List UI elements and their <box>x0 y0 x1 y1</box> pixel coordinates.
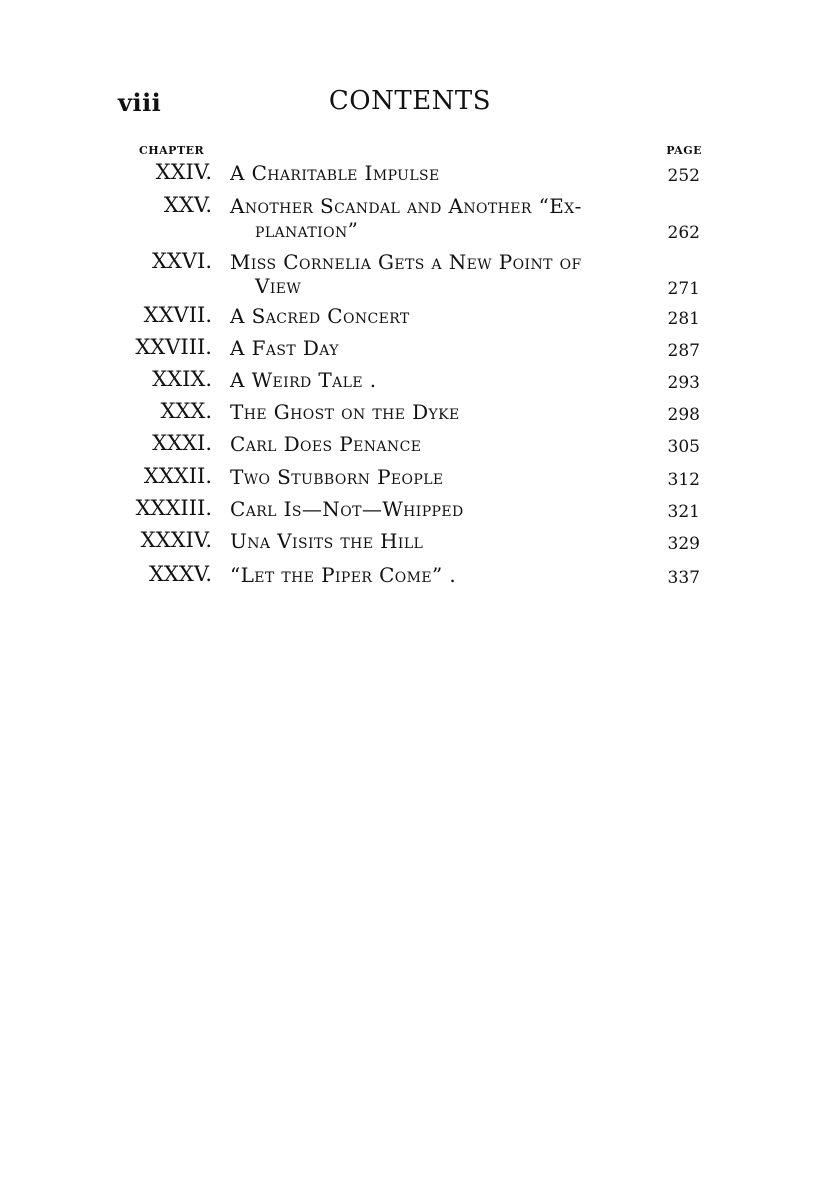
chapter-title: Two Stubborn People <box>230 465 444 489</box>
chapter-number: XXX. <box>160 399 212 423</box>
chapter-page: 321 <box>667 502 700 522</box>
chapter-number: XXXIII. <box>135 496 212 520</box>
chapter-page: 281 <box>667 309 700 329</box>
chapter-number: XXVIII. <box>135 335 212 359</box>
chapter-title: A Charitable Impulse <box>230 161 440 185</box>
chapter-number: XXVI. <box>151 249 212 273</box>
chapter-page: 337 <box>667 568 700 588</box>
page-title: CONTENTS <box>328 86 492 116</box>
chapter-page: 329 <box>667 534 700 554</box>
chapter-number: XXV. <box>163 193 212 217</box>
chapter-title: A Sacred Concert <box>230 304 410 328</box>
chapter-title-line2: planation” <box>255 218 359 242</box>
chapter-number: XXIV. <box>155 160 212 184</box>
chapter-page: 293 <box>667 373 700 393</box>
chapter-title-line2: View <box>255 274 302 298</box>
chapter-page: 312 <box>667 470 700 490</box>
chapter-title: A Weird Tale . <box>230 368 377 392</box>
chapter-page: 298 <box>667 405 700 425</box>
chapter-number: XXXI. <box>152 431 212 455</box>
chapter-title <box>230 250 650 298</box>
chapter-number: XXVII. <box>143 303 212 327</box>
toc-entry <box>0 249 840 309</box>
chapter-page: 305 <box>667 437 700 457</box>
chapter-number: XXXIV. <box>140 528 212 552</box>
chapter-title: Carl Does Penance <box>230 432 422 456</box>
toc-entry <box>0 193 840 253</box>
chapter-title: Carl Is—Not—Whipped <box>230 497 464 521</box>
chapter-number: XXXV. <box>148 562 212 586</box>
page-number: viii <box>118 88 162 117</box>
chapter-title-line1: Another Scandal and Another “Ex- <box>230 194 582 218</box>
chapter-number: XXXII. <box>143 464 212 488</box>
chapter-title: Una Visits the Hill <box>230 529 424 553</box>
chapter-page: 252 <box>667 166 700 186</box>
chapter-title <box>230 194 650 242</box>
chapter-title: The Ghost on the Dyke <box>230 400 460 424</box>
chapter-page: 271 <box>667 279 700 299</box>
chapter-title-line1: Miss Cornelia Gets a New Point of <box>230 250 582 274</box>
chapter-title: “Let the Piper Come” . <box>230 563 457 587</box>
chapter-page: 262 <box>667 223 700 243</box>
chapter-title: A Fast Day <box>230 336 339 360</box>
page-column-heading: PAGE <box>666 144 702 157</box>
chapter-column-heading: CHAPTER <box>139 144 205 157</box>
chapter-page: 287 <box>667 341 700 361</box>
toc-entry <box>0 562 840 622</box>
chapter-number: XXIX. <box>152 367 212 391</box>
